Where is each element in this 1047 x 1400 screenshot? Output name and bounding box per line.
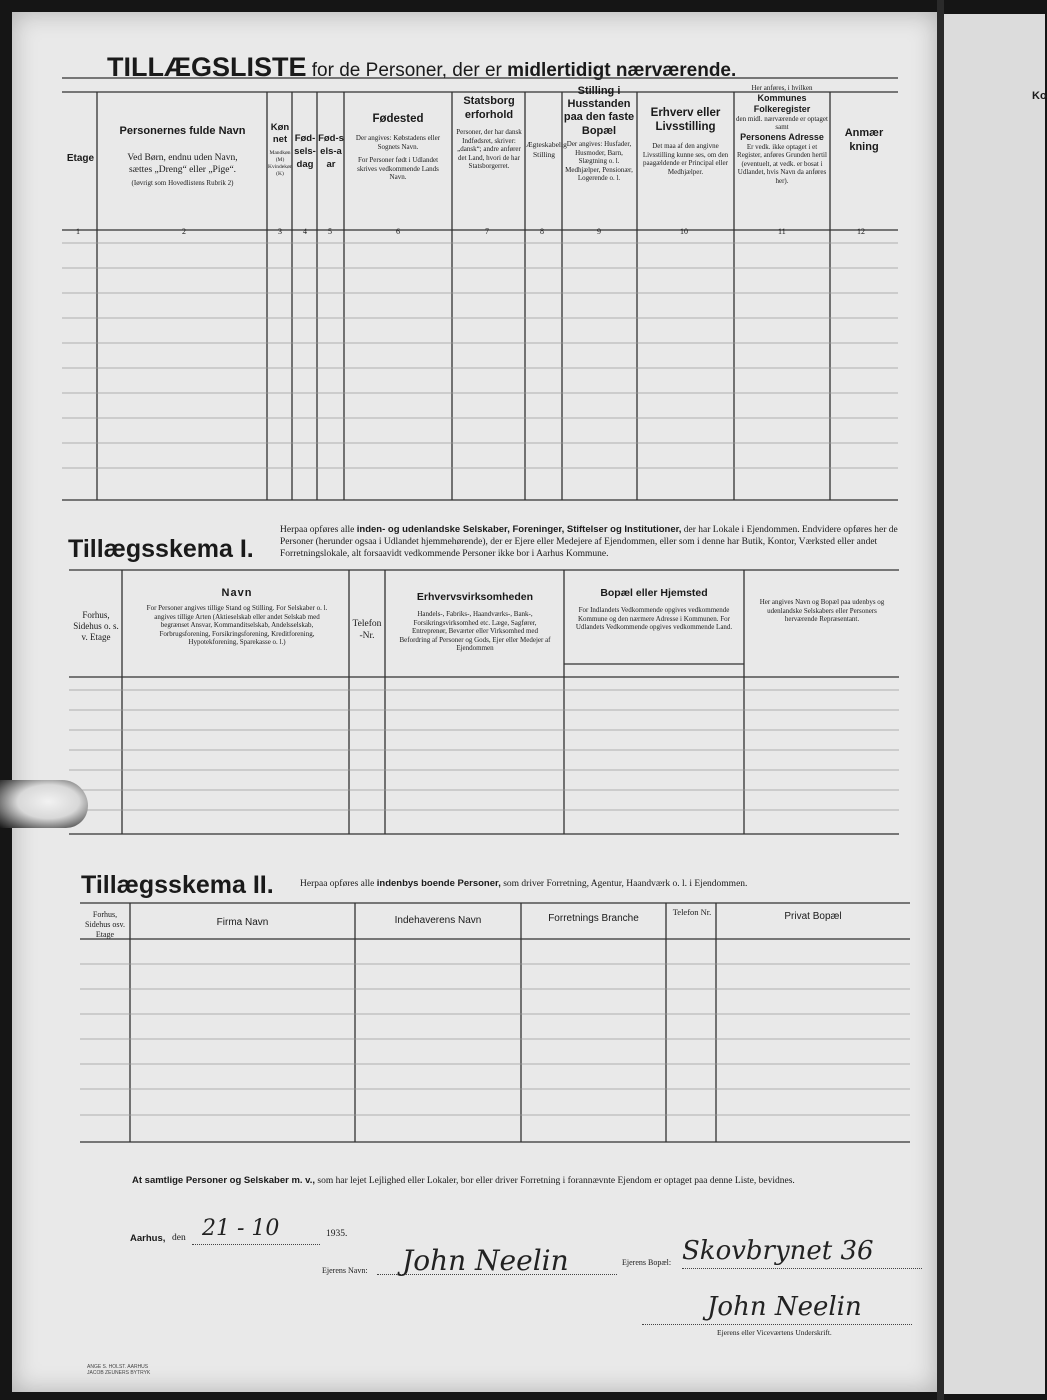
col-aegteskab: Ægteskabelig Stilling (526, 140, 567, 159)
s1-col-erhverv: Erhvervsvirksomheden Handels-, Fabriks-, Haandværks-, Bank-, Forsikringsvirksomhed etc. Læge, Sagfører, Entreprenør, Beværter eller Virksomhed med Befordring af Personer og Gods, Ejer eller Medejer af Ejendommen (399, 591, 551, 652)
adjacent-page (944, 14, 1045, 1394)
col-num-12: 12 (857, 227, 865, 236)
page-title: TILLÆGSLISTE for de Personer, der er midlertidigt nærværende. (107, 52, 737, 82)
handwritten-owner-address: Skovbrynet 36 (682, 1236, 874, 1266)
col-aar: Fød-sels-aar (318, 133, 344, 170)
col-anmaerkning: Anmærkning (844, 127, 884, 153)
s2-col-indehaver: Indehaverens Navn (394, 915, 482, 926)
s1-col-repr: Her angives Navn og Bopæl paa udenbys og udenlandske Selskabers eller Personers herværende Repræsentant. (759, 598, 885, 623)
col-kon: Kønnet Mandkøn (M) Kvindekøn (K) (268, 122, 293, 177)
col-adresse: Her anføres, i hvilken Kommunes Folkeregister den midl. nærværende er optaget samt Personens Adresse Er vedk. ikke optaget i et Register, anføres Grunden hertil (eventuelt, at vedk. er bosat i Udlandet, hvis Navn da anføres her). (736, 84, 828, 185)
col-num-11: 11 (778, 227, 786, 236)
col-num-2: 2 (182, 227, 186, 236)
s1-col-bopael: Bopæl eller Hjemsted For Indlandets Vedkommende opgives vedkommende Kommune og den nærmere Adresse i Kommunen. For Udlandets Vedkommende opgives vedkommende Land. (575, 587, 733, 631)
col-dag: Fød-sels-dag (294, 133, 316, 170)
col-num-6: 6 (396, 227, 400, 236)
thumb-holding-page (0, 780, 88, 828)
skema2-grid (12, 12, 937, 1162)
col-num-3: 3 (278, 227, 282, 236)
skema1-description: Herpaa opføres alle inden- og udenlandske Selskaber, Foreninger, Stiftelser og Institutioner, der har Lokale i Ejendommen. Endvidere opføres her de Personer (herunder ogsaa i Udlandet hjemmehørende), der er Ejere eller Medejere af Ejendommen, eller som i denne har Butik, Kontor, Værksted eller andet Forretningslokale, alt forsaavidt vedkommende Personer ikke bor i Aarhus Kommune. (280, 524, 898, 559)
col-stats: Statsborgerforhold Personer, der har dansk Indfødsret, skriver: „dansk“; andre anfører det Land, hvori de har Statsborgerret. (456, 95, 522, 170)
col-num-5: 5 (328, 227, 332, 236)
skema2-description: Herpaa opføres alle indenbys boende Personer, som driver Forretning, Agentur, Haandværk o. l. i Ejendommen. (300, 878, 748, 889)
form-page (12, 12, 937, 1392)
col-etage: Etage (66, 153, 95, 164)
binding-gutter (937, 0, 944, 1400)
col-fodested: Fødested Der angives: Købstadens eller Sognets Navn. For Personer født i Udlandet skrives vedkommende Lands Navn. (355, 113, 441, 181)
s2-col-forhus: Forhus, Sidehus osv. Etage (85, 910, 125, 939)
col-num-8: 8 (540, 227, 544, 236)
s1-col-tlf: Telefon-Nr. (352, 619, 382, 641)
owner-line: Ejerens Navn: John Neelin Ejerens Bopæl: Skovbrynet 36 (322, 1244, 922, 1284)
date-line: Aarhus, den 21 - 10 1935. (130, 1216, 348, 1244)
s2-col-tlf: Telefon Nr. (672, 907, 712, 917)
s2-col-privat: Privat Bopæl (784, 911, 842, 922)
col-num-4: 4 (303, 227, 307, 236)
skema1-title: Tillægsskema I. (68, 535, 254, 563)
skema2-title: Tillægsskema II. (81, 871, 274, 899)
printer-mark: ANGE S. HOLST. AARHUS JACOB ZEUNERS BYTRYK (87, 1364, 151, 1376)
s1-col-forhus: Forhus, Sidehus o. s. v. Etage (73, 610, 119, 642)
handwritten-owner-name: John Neelin (402, 1244, 569, 1277)
col-navn: Personernes fulde Navn Ved Børn, endnu uden Navn, sættes „Dreng“ eller „Pige“. (Iøvrigt som Hovedlistens Rubrik 2) (119, 125, 246, 187)
certification-text: At samtlige Personer og Selskaber m. v., som har lejet Lejlighed eller Lokaler, bor eller driver Forretning i forannævnte Ejendom er optaget paa denne Liste, bevidnes. (132, 1175, 795, 1186)
col-num-1: 1 (76, 227, 80, 236)
col-erhverv: Erhverv eller Livsstilling Det maa af den angivne Livsstilling kunne ses, om den paagældende er Principal eller Medhjælper. (642, 107, 729, 176)
title-main: TILLÆGSLISTE (107, 52, 307, 82)
handwritten-date: 21 - 10 (202, 1216, 280, 1241)
adjacent-page-fragment: Ko (1032, 90, 1047, 102)
col-stilling: Stilling i Husstanden paa den faste Bopæl Der angives: Husfader, Husmoder, Barn, Slægtning o. l. Medhjælper, Pensionær, Logerende o. l. (563, 85, 635, 182)
col-num-10: 10 (680, 227, 688, 236)
signature-block: John Neelin Ejerens eller Viceværtens Underskrift. (627, 1290, 927, 1350)
s2-col-firma: Firma Navn (216, 917, 269, 928)
handwritten-signature: John Neelin (707, 1292, 862, 1322)
s2-col-branche: Forretnings Branche (548, 913, 639, 924)
col-num-9: 9 (597, 227, 601, 236)
s1-col-navn: Navn For Personer angives tillige Stand og Stilling. For Selskaber o. l. angives tillige Arten (Aktieselskab eller andet Selskab med begrænset Ansvar, Kommanditselskab, Andelsselskab, Forbrugsforening, Forsikringsforening, Kreditforening, Hypotekforening, Sparekasse o. l.) (146, 587, 328, 646)
col-num-7: 7 (485, 227, 489, 236)
